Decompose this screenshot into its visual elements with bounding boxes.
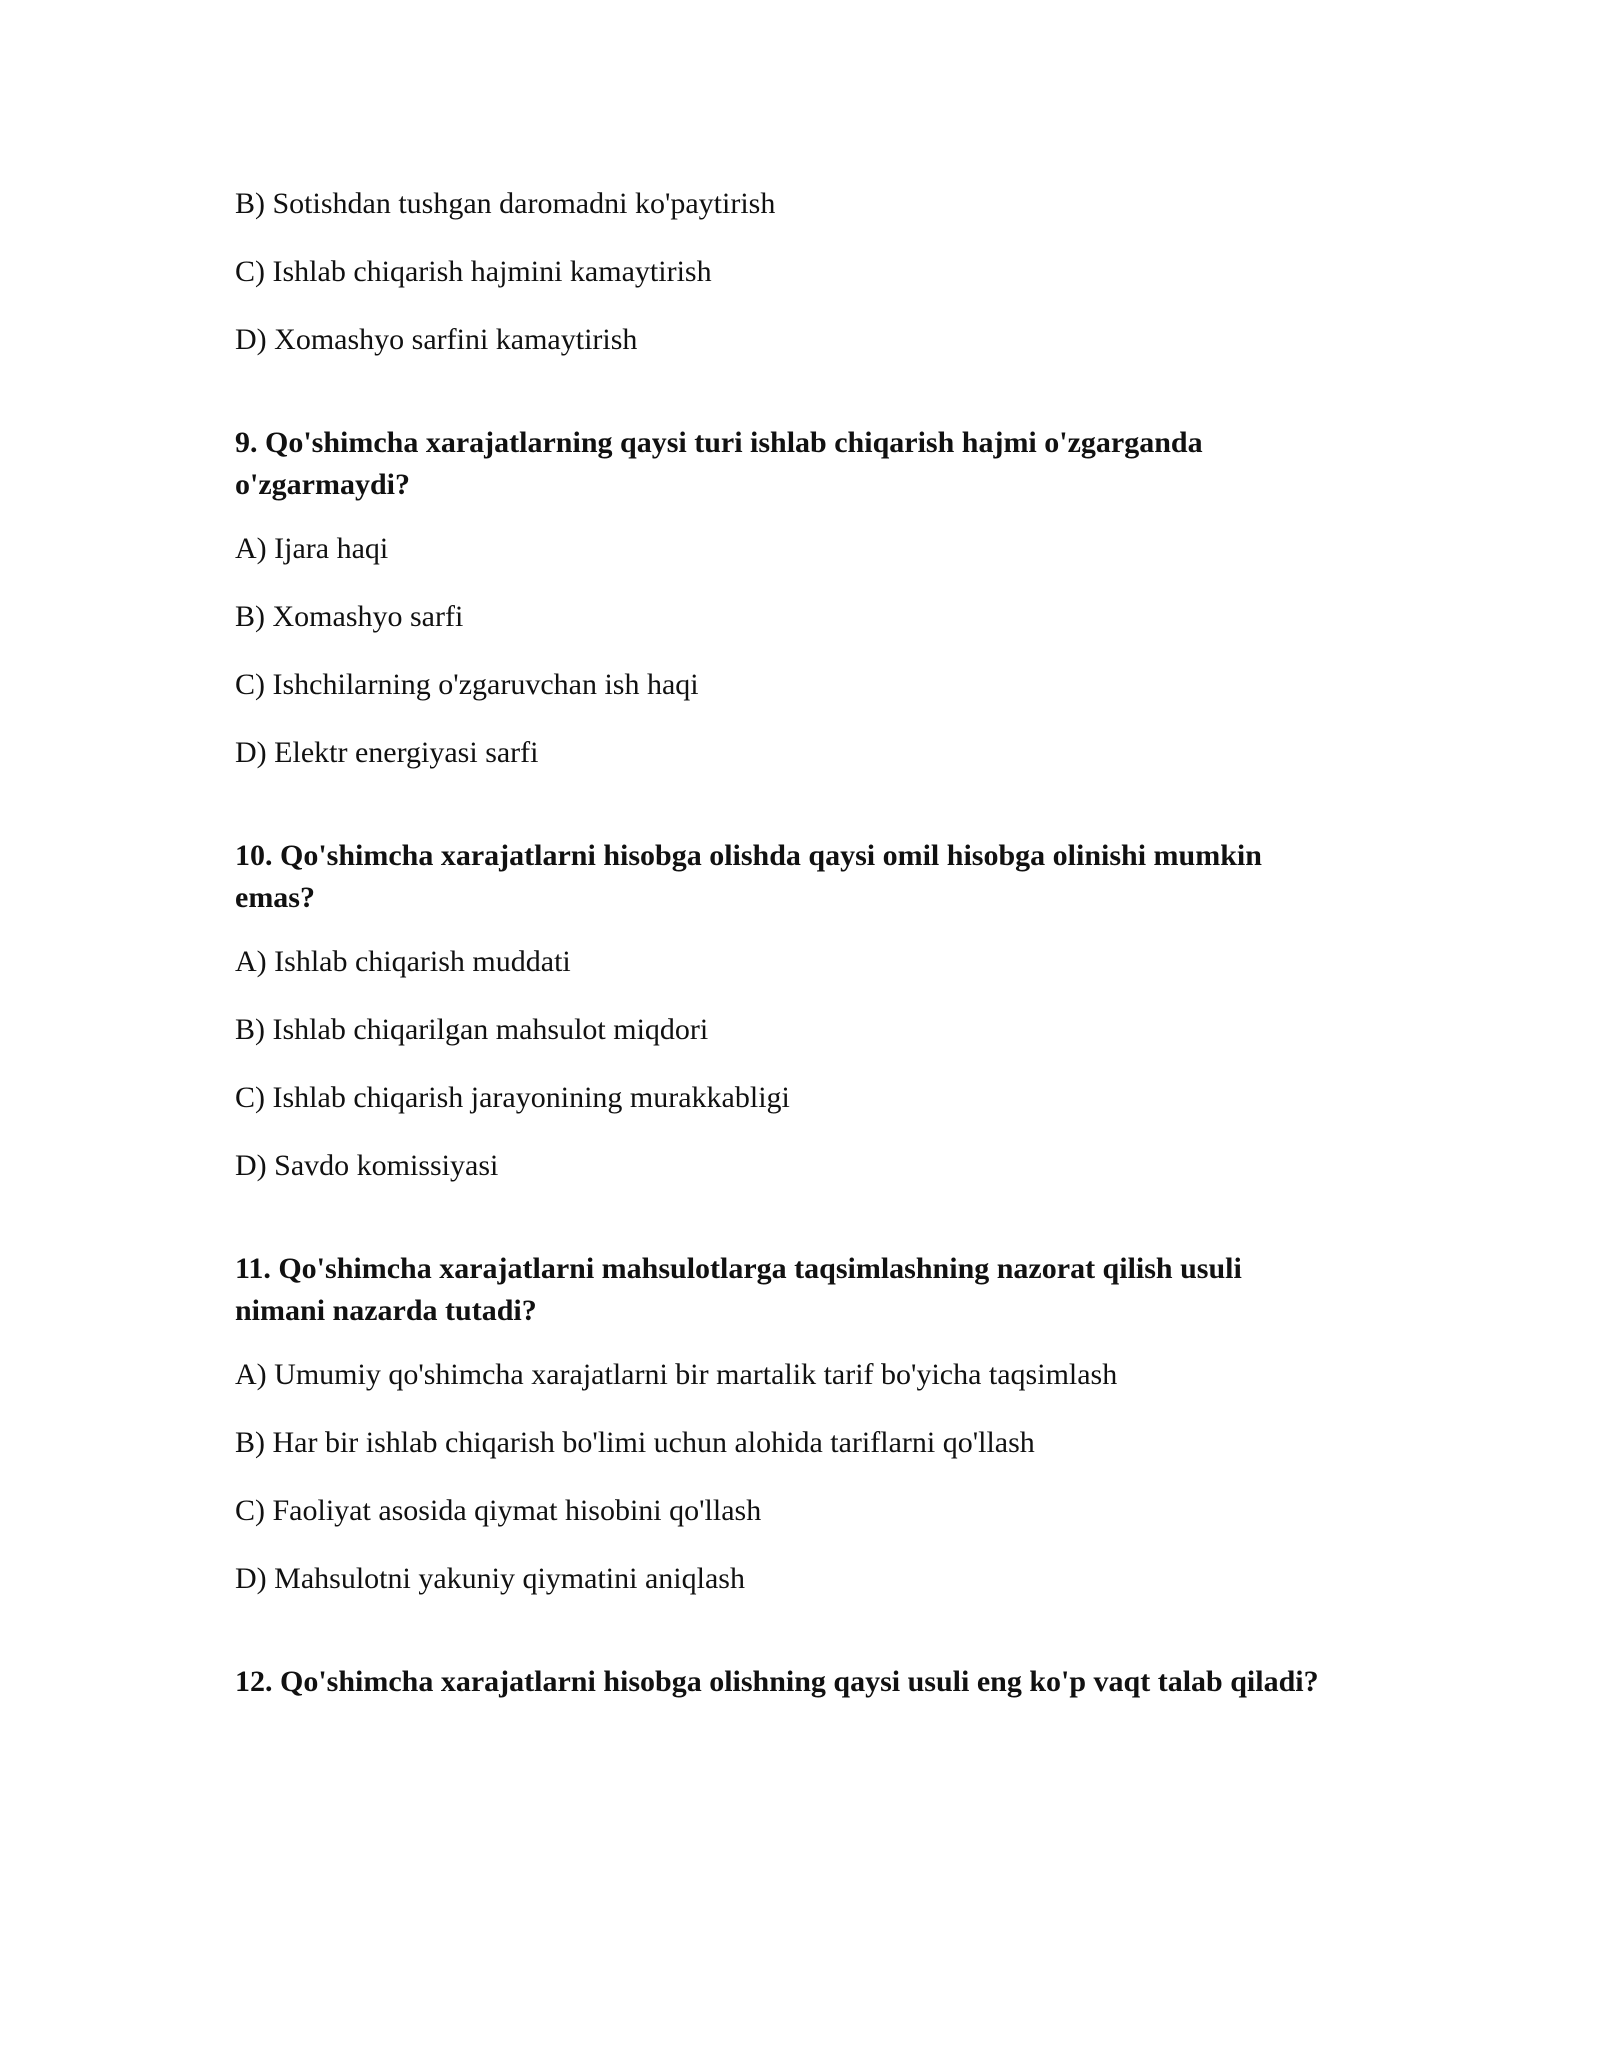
answer-option-9d: D) Elektr energiyasi sarfi <box>235 736 539 769</box>
answer-option-9a: A) Ijara haqi <box>235 532 389 565</box>
question-9 <box>235 422 1365 771</box>
question-10-title: 10. Qo'shimcha xarajatlarni hisobga olishda qaysi omil hisobga olinishi mumkin emas? <box>235 839 1262 914</box>
answer-option-10b: B) Ishlab chiqarilgan mahsulot miqdori <box>235 1013 709 1046</box>
answer-option-11a: A) Umumiy qo'shimcha xarajatlarni bir martalik tarif bo'yicha taqsimlash <box>235 1358 1118 1391</box>
question-12 <box>235 1661 1365 1703</box>
question-9-title: 9. Qo'shimcha xarajatlarning qaysi turi ishlab chiqarish hajmi o'zgarganda o'zgarmaydi? <box>235 426 1203 501</box>
answer-option-11b: B) Har bir ishlab chiqarish bo'limi uchun alohida tariflarni qo'llash <box>235 1426 1035 1459</box>
question-8-options-continued <box>235 186 1365 358</box>
question-12-title: 12. Qo'shimcha xarajatlarni hisobga olishning qaysi usuli eng ko'p vaqt talab qiladi? <box>235 1665 1319 1698</box>
answer-option-10a: A) Ishlab chiqarish muddati <box>235 945 571 978</box>
document-content <box>235 186 1365 1728</box>
answer-option-8b: B) Sotishdan tushgan daromadni ko'paytirish <box>235 187 776 220</box>
question-10 <box>235 835 1365 1184</box>
question-11-title: 11. Qo'shimcha xarajatlarni mahsulotlarga taqsimlashning nazorat qilish usuli nimani nazarda tutadi? <box>235 1252 1242 1327</box>
answer-option-9c: C) Ishchilarning o'zgaruvchan ish haqi <box>235 668 699 701</box>
answer-option-11c: C) Faoliyat asosida qiymat hisobini qo'llash <box>235 1494 762 1527</box>
answer-option-8d: D) Xomashyo sarfini kamaytirish <box>235 323 638 356</box>
answer-option-11d: D) Mahsulotni yakuniy qiymatini aniqlash <box>235 1562 745 1595</box>
answer-option-9b: B) Xomashyo sarfi <box>235 600 464 633</box>
question-11 <box>235 1248 1365 1597</box>
answer-option-10d: D) Savdo komissiyasi <box>235 1149 499 1182</box>
answer-option-10c: C) Ishlab chiqarish jarayonining murakkabligi <box>235 1081 790 1114</box>
answer-option-8c: C) Ishlab chiqarish hajmini kamaytirish <box>235 255 712 288</box>
